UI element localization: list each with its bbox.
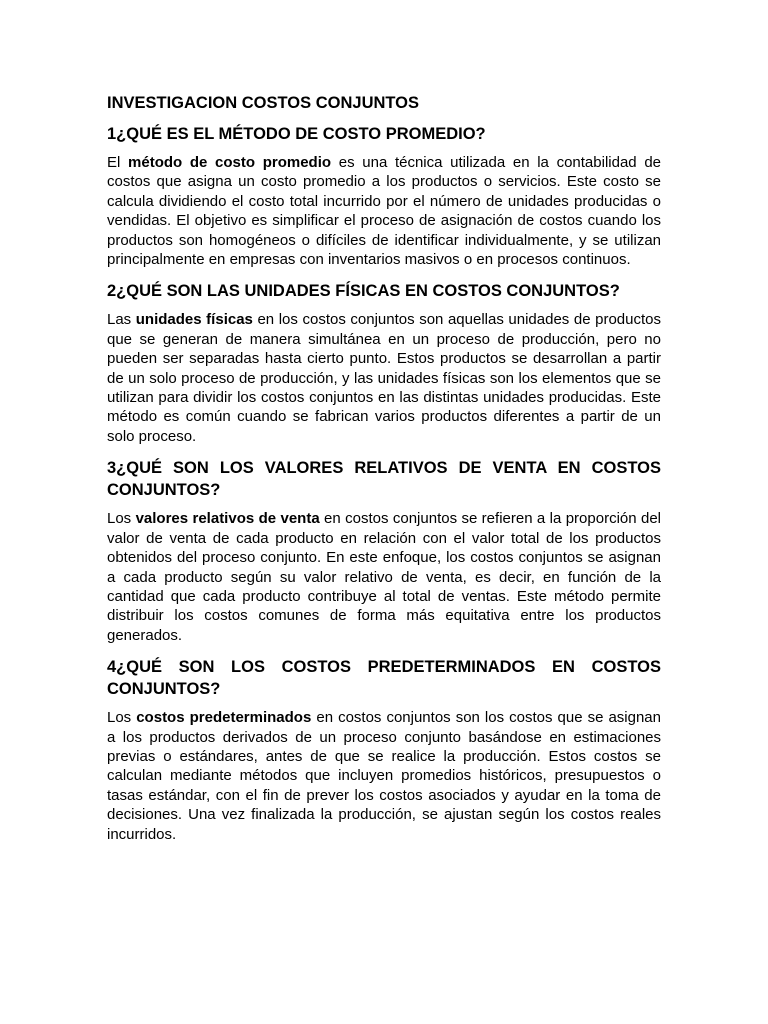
paragraph-body: en los costos conjuntos son aquellas unidades de productos que se generan de manera simultánea en un proceso de producción, pero no pueden ser separadas hasta cierto punto. Estos productos se desarrollan a partir de un solo proceso de producción, y las unidades físicas son los elementos que se utilizan para dividir los costos conjuntos en las distintas unidades producidas. Este método es común cuando se fabrican varios productos diferentes a partir de un solo proceso. [107, 311, 661, 445]
paragraph-lead: Las [107, 311, 136, 329]
section-paragraph [107, 153, 661, 269]
section-paragraph [107, 708, 661, 844]
section-unidades-fisicas [107, 280, 661, 446]
section-costo-promedio [107, 123, 661, 269]
section-costos-predeterminados [107, 656, 661, 844]
key-term: valores relativos de venta [135, 510, 320, 528]
key-term: método de costo promedio [128, 154, 332, 171]
document-title: INVESTIGACION COSTOS CONJUNTOS [107, 94, 420, 112]
paragraph-lead: Los [107, 510, 136, 528]
key-term: unidades físicas [135, 311, 253, 329]
paragraph-body: en costos conjuntos son los costos que se asignan a los productos derivados de un proceso conjunto basándose en estimaciones previas o estándares, antes de que se realice la producción. Estos costos se calculan mediante métodos que incluyen promedios históricos, presupuestos o tasas estándar, con el fin de prever los costos asociados y ayudar en la toma de decisiones. Una vez finalizada la producción, se ajustan según los costos reales incurridos. [107, 709, 661, 843]
document-page [107, 92, 661, 855]
paragraph-lead: Los [107, 709, 137, 727]
section-heading: 4¿QUÉ SON LOS COSTOS PREDETERMINADOS EN COSTOS CONJUNTOS? [107, 658, 661, 699]
paragraph-body: es una técnica utilizada en la contabilidad de costos que asigna un costo promedio a los productos o servicios. Este costo se calcula dividiendo el costo total incurrido por el número de unidades producidas o vendidas. El objetivo es simplificar el proceso de asignación de costos cuando los productos son homogéneos o difíciles de identificar individualmente, y se utilizan principalmente en empresas con inventarios masivos o en procesos continuos. [107, 154, 661, 269]
section-valores-relativos [107, 457, 661, 645]
key-term: costos predeterminados [136, 709, 312, 727]
section-paragraph [107, 509, 661, 645]
paragraph-lead: El [107, 154, 129, 171]
section-heading: 2¿QUÉ SON LAS UNIDADES FÍSICAS EN COSTOS CONJUNTOS? [107, 282, 620, 301]
section-heading: 1¿QUÉ ES EL MÉTODO DE COSTO PROMEDIO? [107, 125, 486, 143]
section-paragraph [107, 310, 661, 446]
section-heading: 3¿QUÉ SON LOS VALORES RELATIVOS DE VENTA EN COSTOS CONJUNTOS? [107, 459, 661, 500]
paragraph-body: en costos conjuntos se refieren a la proporción del valor de venta de cada producto en relación con el valor total de los productos obtenidos del proceso conjunto. En este enfoque, los costos conjuntos se asignan a cada producto según su valor relativo de venta, es decir, en función de la cantidad que cada producto contribuye al total de ventas. Este método permite distribuir los costos comunes de forma más equitativa entre los productos generados. [107, 510, 661, 644]
